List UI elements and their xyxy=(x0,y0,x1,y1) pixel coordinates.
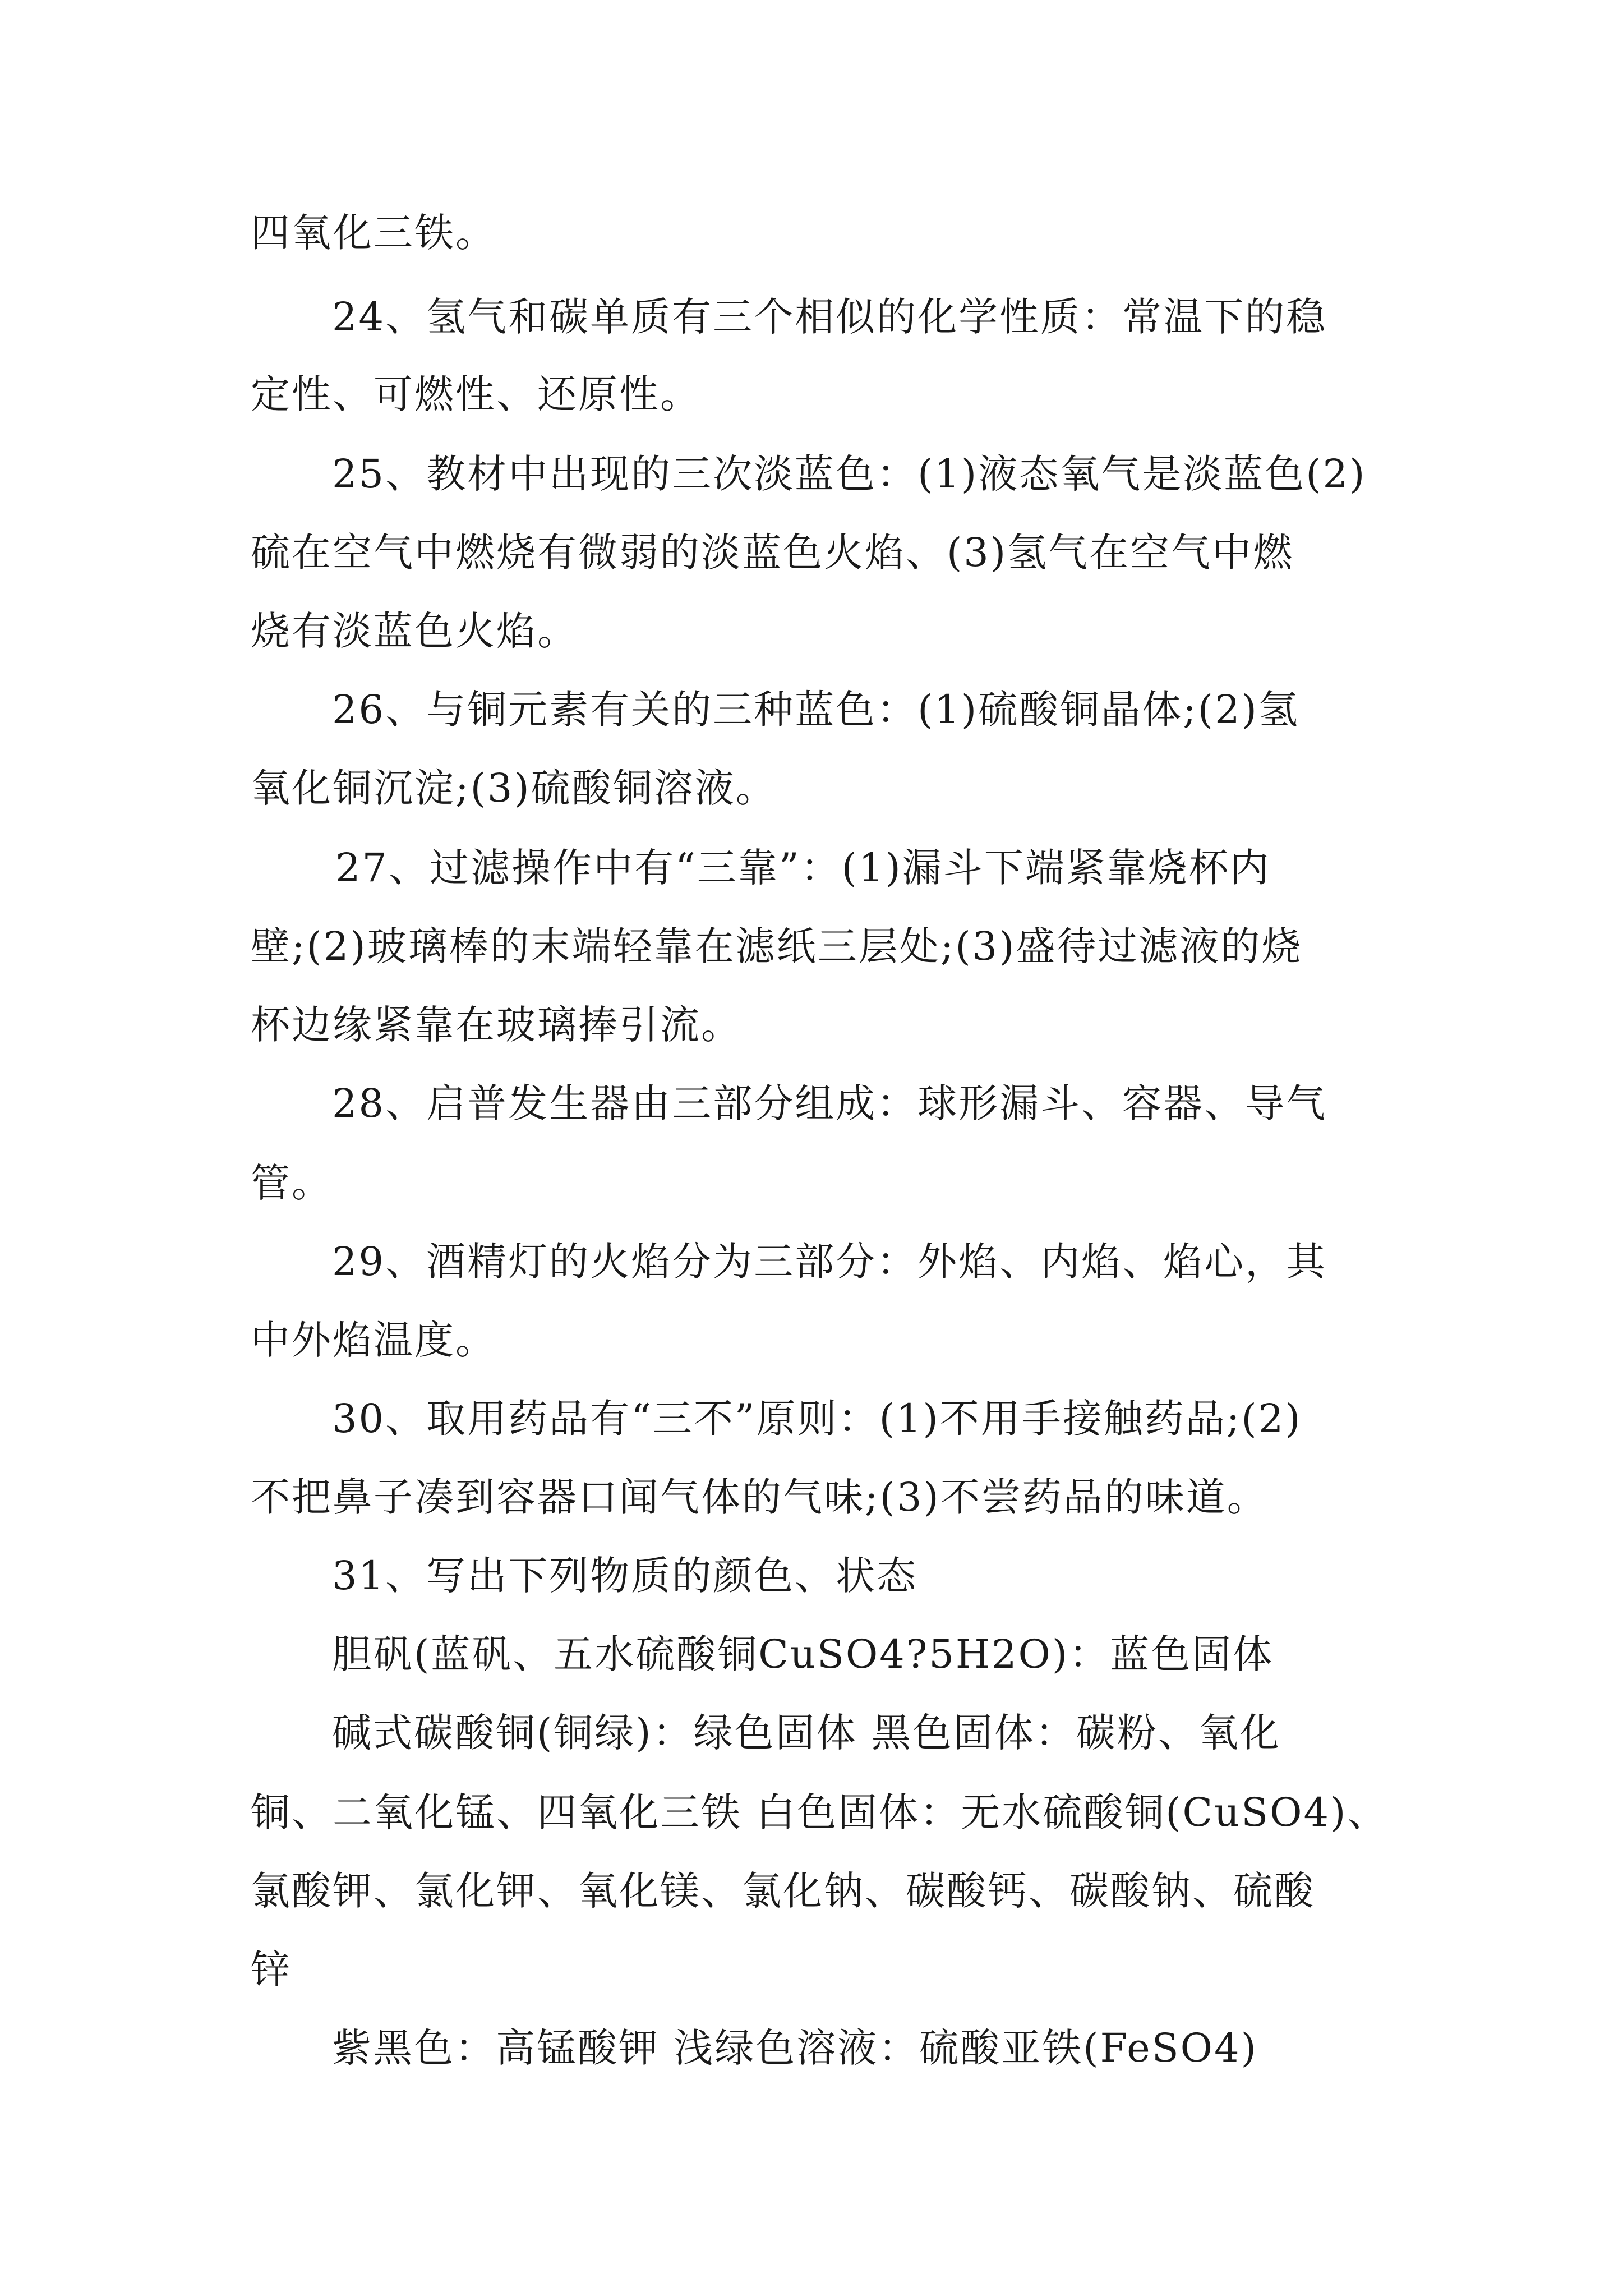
text-line-5: 硫在空气中燃烧有微弱的淡蓝色火焰、(3)氢气在空气中燃 xyxy=(251,530,1294,576)
text-line-15: 中外焰温度。 xyxy=(251,1317,496,1363)
text-line-9: 27、过滤操作中有“三靠”：(1)漏斗下端紧靠烧杯内 xyxy=(335,845,1271,891)
text-line-13: 管。 xyxy=(251,1160,333,1206)
text-line-21: 铜、二氧化锰、四氧化三铁 白色固体：无水硫酸铜(CuSO4)、 xyxy=(251,1789,1389,1835)
text-line-10: 壁;(2)玻璃棒的末端轻靠在滤纸三层处;(3)盛待过滤液的烧 xyxy=(251,923,1303,969)
text-line-20: 碱式碳酸铜(铜绿)：绿色固体 黑色固体：碳粉、氧化 xyxy=(332,1710,1281,1756)
text-line-17: 不把鼻子凑到容器口闻气体的气味;(3)不尝药品的味道。 xyxy=(251,1474,1268,1520)
text-line-7: 26、与铜元素有关的三种蓝色：(1)硫酸铜晶体;(2)氢 xyxy=(332,687,1299,733)
text-line-22: 氯酸钾、氯化钾、氧化镁、氯化钠、碳酸钙、碳酸钠、硫酸 xyxy=(251,1868,1315,1914)
text-line-23: 锌 xyxy=(251,1947,292,1993)
text-line-4: 25、教材中出现的三次淡蓝色：(1)液态氧气是淡蓝色(2) xyxy=(332,451,1367,497)
text-line-12: 28、启普发生器由三部分组成：球形漏斗、容器、导气 xyxy=(332,1080,1327,1126)
text-line-2: 24、氢气和碳单质有三个相似的化学性质：常温下的稳 xyxy=(332,294,1327,340)
text-line-16: 30、取用药品有“三不”原则：(1)不用手接触药品;(2) xyxy=(332,1396,1302,1442)
text-line-24: 紫黑色：高锰酸钾 浅绿色溶液：硫酸亚铁(FeSO4) xyxy=(332,2025,1258,2071)
text-line-1: 四氧化三铁。 xyxy=(251,210,496,256)
text-line-3: 定性、可燃性、还原性。 xyxy=(251,371,701,417)
text-line-18: 31、写出下列物质的颜色、状态 xyxy=(332,1553,918,1599)
text-line-19: 胆矾(蓝矾、五水硫酸铜CuSO4?5H2O)：蓝色固体 xyxy=(332,1631,1274,1677)
text-line-6: 烧有淡蓝色火焰。 xyxy=(251,608,578,654)
text-line-14: 29、酒精灯的火焰分为三部分：外焰、内焰、焰心，其 xyxy=(332,1239,1327,1285)
text-line-8: 氧化铜沉淀;(3)硫酸铜溶液。 xyxy=(251,765,777,811)
text-line-11: 杯边缘紧靠在玻璃捧引流。 xyxy=(251,1002,742,1048)
